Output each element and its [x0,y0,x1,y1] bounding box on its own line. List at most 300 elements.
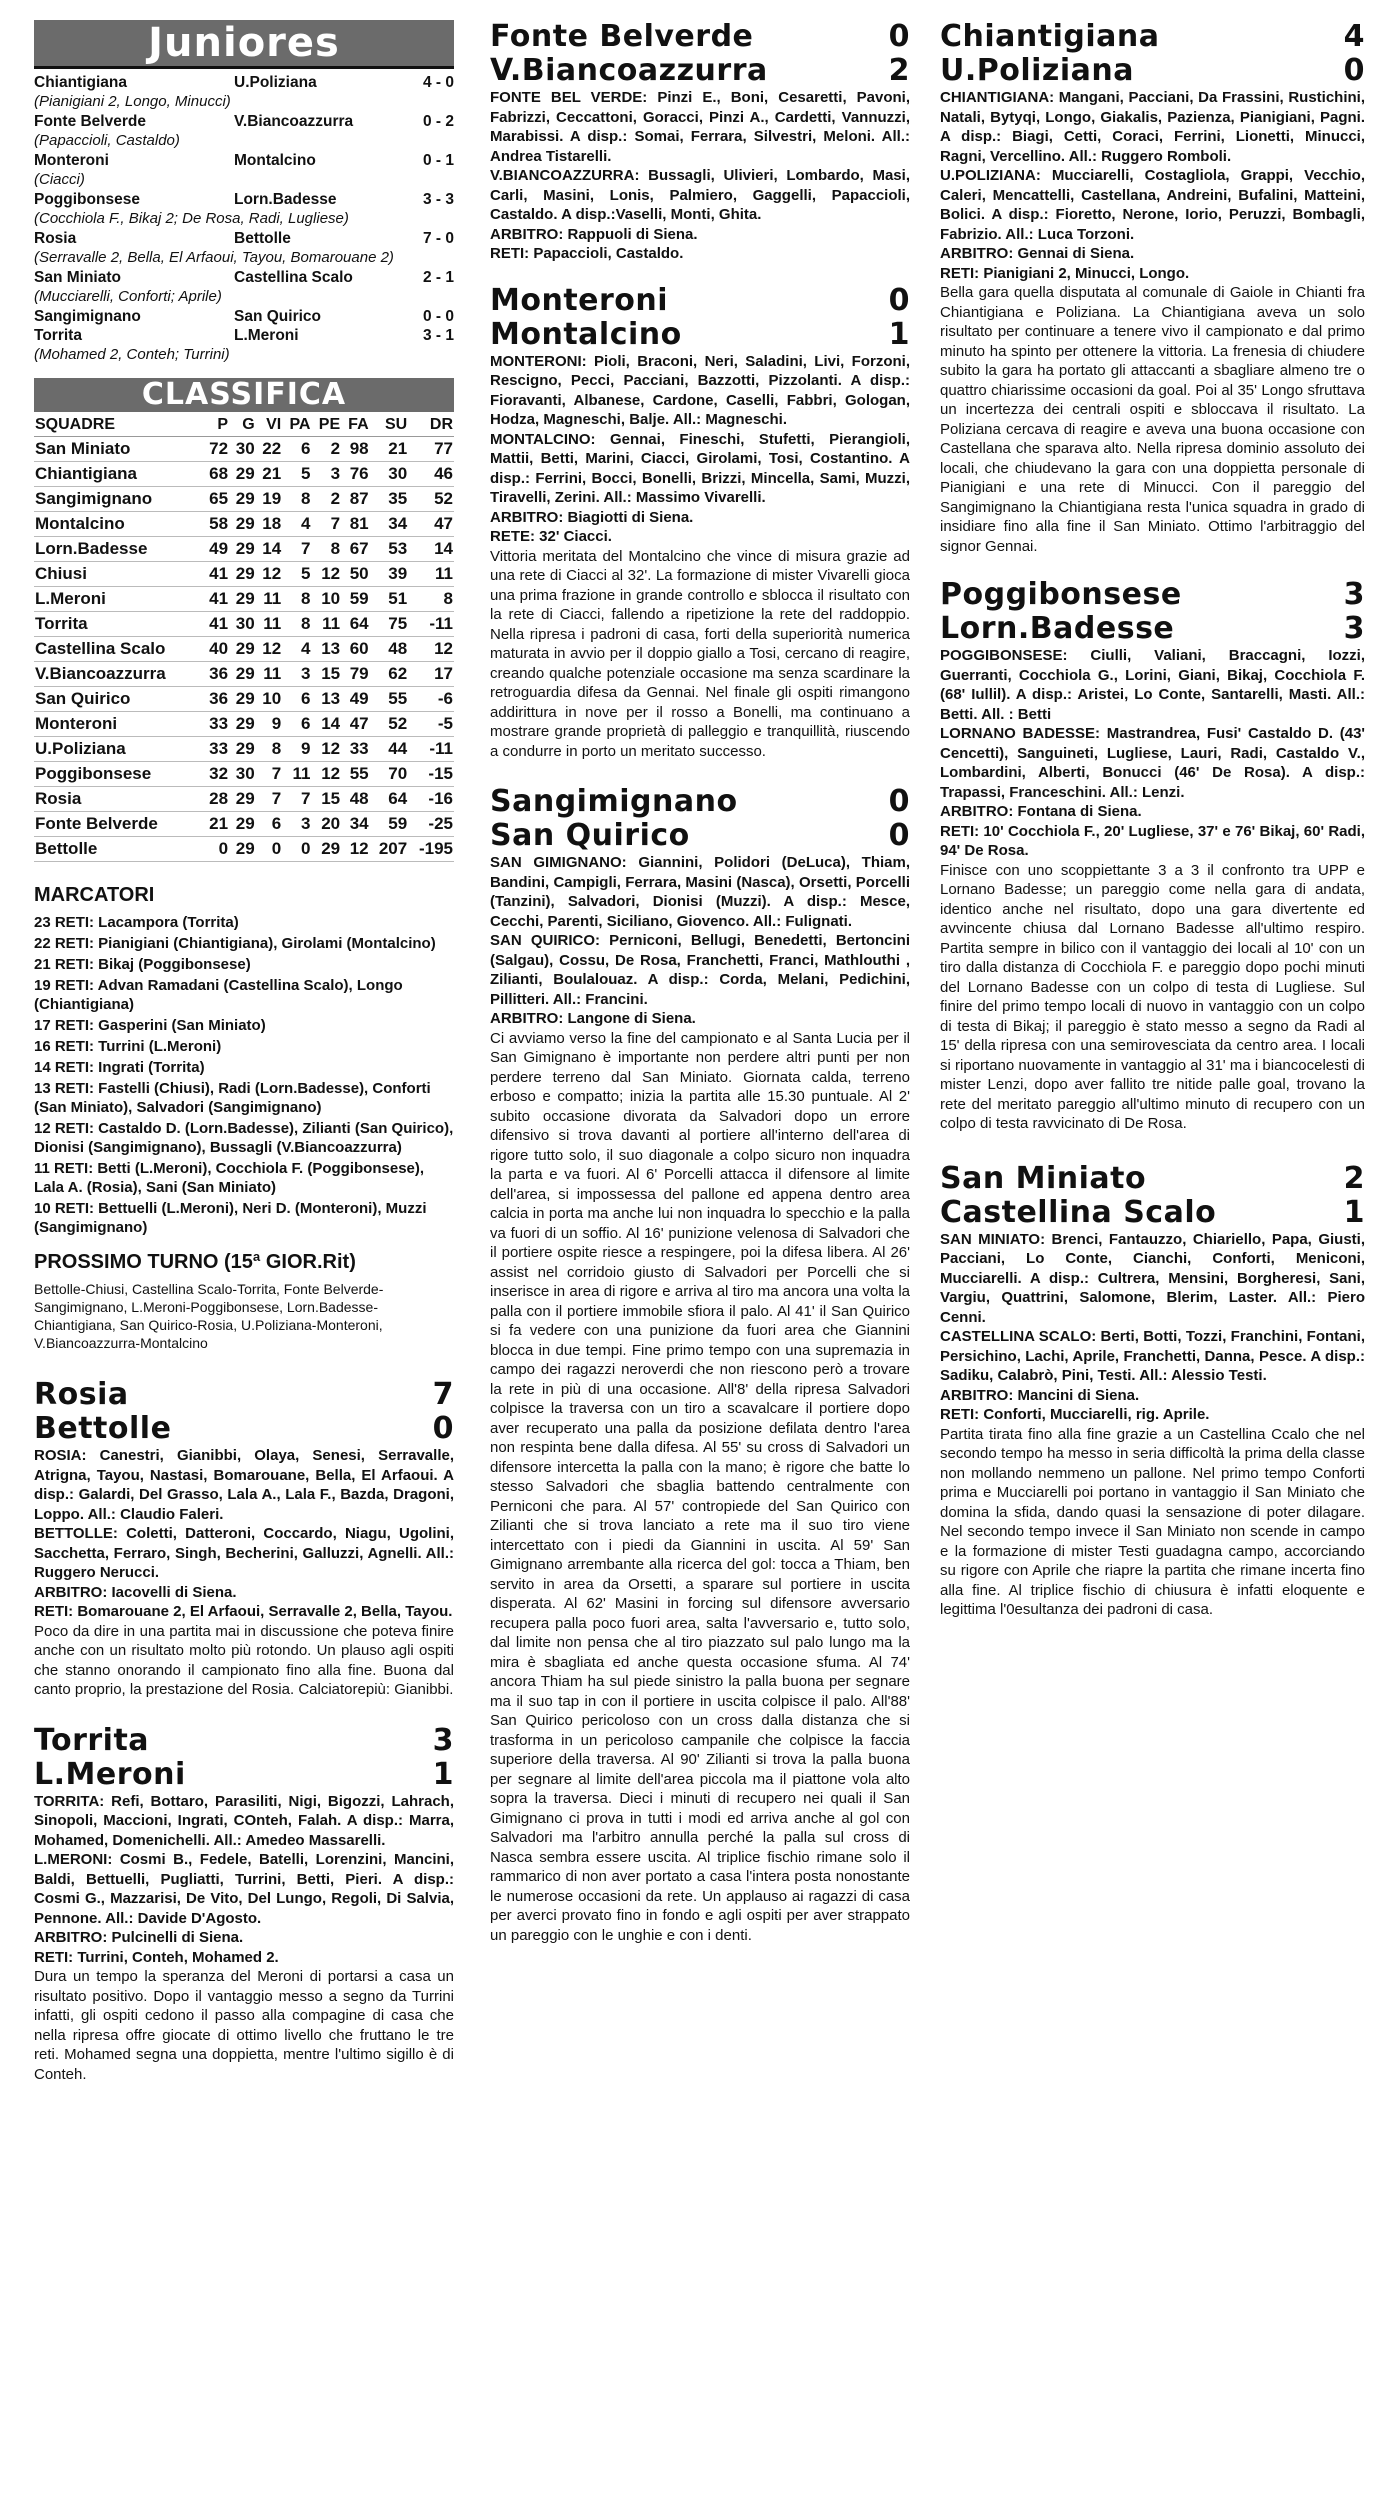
table-cell: 12 [408,637,454,662]
table-cell: 7 [311,512,341,537]
table-cell: Monteroni [34,712,203,737]
table-row [34,662,454,687]
column-right [940,20,1365,1620]
match-report-torrita [34,1724,454,2085]
result-scorers: (Mucciarelli, Conforti; Aprile) [34,288,222,305]
table-row [34,787,454,812]
result-row [34,307,454,326]
table-cell: 22 [256,437,283,462]
score: 0 - 1 [422,152,454,169]
match-away-line [34,1412,454,1446]
score: 4 - 0 [422,74,454,91]
match-away-line [490,318,910,352]
lineup-line: TORRITA: Refi, Bottaro, Parasiliti, Nigi, Bigozzi, Lahrach, Sinopoli, Maccioni, Ingrati, COnteh, Falah. A disp.: Marra, Mohamed, Domenichelli. All.: Amedeo Massarelli. [34,1792,454,1849]
away-score: 0 [432,1411,454,1446]
result-scorers: (Mohamed 2, Conteh; Turrini) [34,346,230,363]
scorer-item: 13 RETI: Fastelli (Chiusi), Radi (Lorn.Badesse), Conforti (San Miniato), Salvadori (Sangimignano) [34,1080,431,1116]
lineup-line: SAN MINIATO: Brenci, Fantauzzo, Chiariello, Papa, Giusti, Pacciani, Lo Conte, Cianchi, Conforti, Meniconi, Mucciarelli. A disp.: Cultrera, Mensini, Borgheresi, Sani, Vargiu, Quattrini, Salomone, Blerim, Laster. All.: Piero Cenni. [940,1230,1365,1326]
table-cell: V.Biancoazzurra [34,662,203,687]
table-cell: 77 [408,437,454,462]
table-cell: 52 [370,712,409,737]
table-cell: 6 [256,812,283,837]
table-cell: 7 [282,537,311,562]
scorer-item: 23 RETI: Lacampora (Torrita) [34,914,239,931]
lineup-line: POGGIBONSESE: Ciulli, Valiani, Braccagni, Iozzi, Guerranti, Cocchiola G., Lorini, Giani, Bikaj, Cocchiola F. (68' Iullil). A disp.: Aristei, Lo Conte, Santarelli, Masti. All.: Betti. All. : Betti [940,647,1365,723]
table-cell: 64 [341,612,370,637]
away-team: Castellina Scalo [234,269,353,286]
match-report-text: Ci avviamo verso la fine del campionato e al Santa Lucia per il San Gimignano è importante non perdere altri punti per non perdere terreno dal San Miniato. Giornata calda, terreno erboso e compatto; inizia la partita alle 15.30 puntuale. Al 2' subito occasione divorata da Salvadori dopo un errore difensivo si trova davanti al portiere all'interno dell'area di rigore tutto solo, il suo diagonale a colpo sicuro non inquadra la parta e va fuori. Al 6' Porcelli attacca il difensore al limite dell'area, si impossessa del pallone ed appena dentro area calcia in porta ma anche lui non inquadra lo specchio e la palla va fuori di un soffio. Al 16' punizione velenosa di Salvadori che il portiere ospite riesce a respingere, poi la difesa libera. Al 26' assist nel corridoio giusto di Salvadori per Porcelli che si inserisce in area di rigore e arriva al tiro ma ancora una volta la palla con il portiere immobile sfiora il palo. Al 41' il San Quirico si fa vedere con una punizione da fuori area che Giannini blocca in due tempi. Fine primo tempo con una supremazia in campo dei ragazzi neroverdi che non riescono però a trovare la rete in più di una occasione. All'8' della ripresa Salvadori colpisce la traversa con un tiro a scavalcare il portiere dopo aver recuperato una palla da posizione defilata dentro l'area non respinta bene dalla difesa. Al 55' su cross di Salvadori un difensore intercetta la palla con la mano; è rigore che batte lo stesso Salvadori che sbaglia battendo centralmente con Perniconi che para. Al 57' contropiede del San Quirico con Zilianti che si trova lanciato a rete ma il suo tiro viene intercettato con i piedi da Giannini in uscita. Al 59' San Gimignano arrembante alla ricerca del gol: tocca a Thiam, ben servito in area da Orsetti, a sparare sul portiere in uscita disperata. Al 62' Masini in forcing sul difensore avversario recupera palla poco fuori area, salta l'avversario e, tutto solo, dal limite non pensa che al tiro piazzato sul palo lungo ma la mira è sbagliata ed anche questa occasione sfuma. Al 74' ancora Thiam ha sul piede sinistro la palla buona per segnare ma il suo tap in con il portiere in uscita colpisce il palo. All'88' San Quirico pericoloso con un cross dalla distanza che si trasforma in un pericoloso campanile che colpisce la faccia superiore della traversa. Al 90' Zilianti si trova la palla buona per segnare al limite dell'area piccola ma il piattone vola alto sopra la traversa. Dieci i minuti di recupero nei quali il San Gimignano ci prova in tutti i modi ed arriva anche al gol con Salvadori ma l'arbitro annulla perché la palla sul cross di Nasca sembra essere uscita. Al triplice fischio rimane solo il rammarico di non aver portato a casa l'intera posta nonostante le numerose occasioni da rete. Un applauso ai ragazzi di casa per averci provato fino in fondo e agli ospiti per aver strappato un pareggio con le unghie e con i denti. [490,1029,910,1944]
match-home-line [940,1162,1365,1196]
lineup-line: L.MERONI: Cosmi B., Fedele, Batelli, Lorenzini, Mancini, Baldi, Bettuelli, Pugliatti, Turrini, Betti, Pieri. A disp.: Cosmi G., Mazzarisi, De Vito, Del Lungo, Regoli, Di Salvia, Pennone. All.: Davide D'Agosto. [34,1851,454,1927]
table-cell: Castellina Scalo [34,637,203,662]
table-row [34,687,454,712]
table-cell: 21 [256,462,283,487]
table-cell: 30 [229,762,256,787]
match-away-line [940,54,1365,88]
table-cell: 0 [203,837,230,862]
table-cell: San Quirico [34,687,203,712]
table-cell: 8 [256,737,283,762]
lineup-line: RETI: Turrini, Conteh, Mohamed 2. [34,1948,279,1966]
home-score: 2 [1343,1160,1365,1196]
table-cell: 29 [311,837,341,862]
scorer-item: 16 RETI: Turrini (L.Meroni) [34,1038,222,1055]
lineup-line: RETI: 10' Cocchiola F., 20' Lugliese, 37' e 76' Bikaj, 60' Radi, 94' De Rosa. [940,822,1365,859]
scorers-title: MARCATORI [34,884,155,906]
table-cell: 98 [341,437,370,462]
result-scorers: (Papaccioli, Castaldo) [34,132,180,149]
table-cell: 72 [203,437,230,462]
table-row [34,712,454,737]
table-cell: 34 [341,812,370,837]
away-team: V.Biancoazzurra [234,113,354,130]
lineup-line: U.POLIZIANA: Mucciarelli, Costagliola, Grappi, Vecchio, Caleri, Mencattelli, Castellana, Andreini, Bufalini, Matteini, Bolici. A disp.: Fioretto, Nerone, Iorio, Peruzzi, Bombagli, Fabrizio. All.: Luca Torzoni. [940,167,1365,243]
table-cell: Montalcino [34,512,203,537]
table-cell: 55 [341,762,370,787]
table-row [34,812,454,837]
table-cell: 65 [203,487,230,512]
section-title-juniores: Juniores [34,20,454,69]
next-round-title: PROSSIMO TURNO (15ª GIOR.Rit) [34,1251,356,1273]
table-cell: 32 [203,762,230,787]
lineup-line: ARBITRO: Mancini di Siena. [940,1386,1140,1404]
table-cell: -15 [408,762,454,787]
match-report-san-miniato [940,1162,1365,1620]
result-row [34,151,454,170]
table-cell: 6 [282,437,311,462]
table-row [34,537,454,562]
table-cell: 9 [282,737,311,762]
result-scorers: (Ciacci) [34,171,85,188]
away-score: 1 [432,1756,454,1792]
table-cell: 14 [311,712,341,737]
scorers-list [34,913,454,1237]
table-cell: 46 [408,462,454,487]
table-cell: Bettolle [34,837,203,862]
table-cell: 29 [229,537,256,562]
table-cell: 58 [203,512,230,537]
table-cell: Fonte Belverde [34,812,203,837]
home-team: Poggibonsese [34,191,140,208]
table-cell: 8 [408,587,454,612]
table-cell: 11 [256,612,283,637]
table-cell: 35 [370,487,409,512]
home-score: 0 [888,282,910,318]
scorer-item: 17 RETI: Gasperini (San Miniato) [34,1017,266,1034]
match-report-fonte-belverde [490,20,910,264]
table-cell: 11 [408,562,454,587]
table-row [34,462,454,487]
table-cell: 29 [229,562,256,587]
table-cell: -6 [408,687,454,712]
table-cell: 12 [256,637,283,662]
table-cell: 2 [311,487,341,512]
lineup-line: LORNANO BADESSE: Mastrandrea, Fusi' Castaldo D. (43' Cencetti), Sanguineti, Lugliese, Lauri, Radi, Castaldo V., Lombardini, Alberti, Bonucci (46' De Rosa). A disp.: Trapassi, Franceschini. All.: Lenzi. [940,725,1365,801]
table-cell: 9 [256,712,283,737]
table-cell: 28 [203,787,230,812]
standings-body [34,437,454,862]
away-team: U.Poliziana [234,74,317,91]
table-cell: 12 [256,562,283,587]
match-report-text: Bella gara quella disputata al comunale di Gaiole in Chianti fra Chiantigiana e Poliziana. La Chiantigiana aveva un solo risultato per continuare a tenere vivo il campionato e dal primo minuto ha spinto per ottenere la vittoria. La frenesia di chiudere subito la gara ha portato gli attaccanti a sbagliare almeno tre o quattro chiarissime occasioni da goal. Poi al 35' Longo sfruttava un incertezza dei centrali ospiti e sbloccava il risultato. La Poliziana cercava di reagire e aveva una buona occasione con Castellana che sparava alto. Nella ripresa dominio assoluto dei locali, che chiudevano la gara con una doppietta personale di Pianigiani e una rete di Minucci. Con il pareggio del Sangimignano la Chiantigiana resta l'unica squadra in grado di insidiare fino alla fine il San Miniato. Ottimo l'arbitraggio del signor Gennai. [940,284,1365,555]
match-away-line [34,1758,454,1792]
result-scorers: (Pianigiani 2, Longo, Minucci) [34,93,231,110]
table-cell: 3 [282,812,311,837]
standings-header-cell: PA [282,414,311,437]
scorer-item: 11 RETI: Betti (L.Meroni), Cocchiola F. (Poggibonsese), Lala A. (Rosia), Sani (San Miniato) [34,1160,425,1196]
table-cell: 41 [203,612,230,637]
table-cell: 41 [203,587,230,612]
away-team: L.Meroni [234,327,299,344]
table-cell: 11 [256,587,283,612]
table-cell: 87 [341,487,370,512]
table-cell: Rosia [34,787,203,812]
away-team: Bettolle [234,230,291,247]
table-cell: 64 [370,787,409,812]
match-report-text: Dura un tempo la speranza del Meroni di portarsi a casa un risultato positivo. Dopo il vantaggio messo a segno da Turrini infatti, gli ospiti cedono il passo alla compagine di casa che nella ripresa offre giocate di ottimo livello che fruttano le tre reti. Mohamed segna una doppietta, mentre l'ultimo sigillo è di Conteh. [34,1968,454,2083]
table-cell: 3 [282,662,311,687]
table-cell: 29 [229,662,256,687]
table-cell: 0 [282,837,311,862]
table-cell: 8 [282,487,311,512]
table-cell: 47 [341,712,370,737]
scorer-item: 10 RETI: Bettuelli (L.Meroni), Neri D. (Monteroni), Muzzi (Sangimignano) [34,1200,427,1236]
table-row [34,587,454,612]
table-cell: 14 [256,537,283,562]
table-cell: 19 [256,487,283,512]
table-row [34,837,454,862]
away-score: 1 [888,316,910,352]
table-cell: 11 [282,762,311,787]
home-team: Monteroni [34,152,109,169]
match-away-line [490,54,910,88]
lineup-line: ROSIA: Canestri, Gianibbi, Olaya, Senesi, Serravalle, Atrigna, Tayou, Nastasi, Bomarouane, Bella, El Arfaoui. A disp.: Galardi, Del Grasso, Lala A., Lala F., Bazda, Dragoni, Loppo. All.: Claudio Faleri. [34,1447,454,1523]
home-team-name: Poggibonsese [940,577,1182,612]
table-cell: 7 [282,787,311,812]
table-cell: 33 [341,737,370,762]
table-cell: -25 [408,812,454,837]
table-cell: 49 [203,537,230,562]
table-cell: 40 [203,637,230,662]
table-cell: 8 [282,612,311,637]
table-cell: 7 [256,762,283,787]
table-cell: 29 [229,837,256,862]
table-cell: 12 [341,837,370,862]
lineup-line: V.BIANCOAZZURRA: Bussagli, Ulivieri, Lombardo, Masi, Carli, Masini, Lonis, Palmiero, Gaggelli, Papaccioli, Castaldo. A disp.:Vaselli, Monti, Ghita. [490,167,910,223]
scorer-item: 22 RETI: Pianigiani (Chiantigiana), Girolami (Montalcino) [34,935,436,952]
lineup-line: ARBITRO: Fontana di Siena. [940,803,1142,820]
table-cell: 29 [229,512,256,537]
home-score: 0 [888,19,910,54]
result-row [34,73,454,92]
table-cell: 11 [256,662,283,687]
table-cell: 34 [370,512,409,537]
lineup-line: ARBITRO: Pulcinelli di Siena. [34,1929,244,1946]
lineup-line: SAN QUIRICO: Perniconi, Bellugi, Benedetti, Bertoncini (Salgau), Cossu, De Rosa, Franchetti, Franci, Mathlouthi , Zilianti, Boulalouaz. A disp.: Corda, Melani, Pedichini, Pillitteri. All.: Francini. [490,932,910,1008]
away-team: San Quirico [234,308,321,325]
table-cell: San Miniato [34,437,203,462]
table-cell: 33 [203,712,230,737]
score: 0 - 0 [422,308,454,325]
table-cell: 81 [341,512,370,537]
lineup-line: RETE: 32' Ciacci. [490,528,612,545]
lineup-line: MONTALCINO: Gennai, Fineschi, Stufetti, Pierangioli, Mattii, Betti, Marini, Ciacci, Girolami, Tosi, Costantino. A disp.: Ferrini, Bocci, Bonelli, Brizzi, Mincella, Sami, Muzzi, Tiravelli, Zerini. All.: Massimo Vivarelli. [490,430,910,506]
table-cell: 59 [341,587,370,612]
table-cell: Lorn.Badesse [34,537,203,562]
scorer-item: 21 RETI: Bikaj (Poggibonsese) [34,956,251,973]
table-cell: 12 [311,737,341,762]
table-cell: 76 [341,462,370,487]
home-score: 3 [432,1722,454,1758]
standings-header-cell: SU [370,414,409,437]
match-home-line [940,20,1365,54]
home-team-name: Torrita [34,1722,150,1758]
table-cell: 8 [282,587,311,612]
table-row [34,737,454,762]
table-cell: 8 [311,537,341,562]
score: 3 - 3 [422,191,454,208]
away-team-name: Bettolle [34,1411,172,1446]
lineup-line: ARBITRO: Iacovelli di Siena. [34,1583,237,1601]
table-row [34,762,454,787]
table-cell: 67 [341,537,370,562]
home-team: Fonte Belverde [34,113,146,130]
table-cell: 0 [256,837,283,862]
lineup-line: RETI: Pianigiani 2, Minucci, Longo. [940,264,1190,282]
table-cell: 36 [203,687,230,712]
table-cell: 29 [229,712,256,737]
table-cell: 13 [311,687,341,712]
home-score: 0 [888,784,910,819]
match-home-line [490,20,910,54]
table-cell: 29 [229,462,256,487]
home-team: Sangimignano [34,308,141,325]
table-cell: -11 [408,737,454,762]
table-cell: 51 [370,587,409,612]
score: 0 - 2 [422,113,454,130]
table-cell: L.Meroni [34,587,203,612]
lineup-line: SAN GIMIGNANO: Giannini, Polidori (DeLuca), Thiam, Bandini, Campigli, Ferrara, Masini (Nasca), Orsetti, Porcelli (Tanzini), Salvadori, Dionisi (Muzzi). A disp.: Mesce, Cecchi, Parenti, Siciliano, Giovenco. All.: Fulignati. [490,854,910,930]
table-cell: 21 [203,812,230,837]
score: 3 - 1 [422,327,454,344]
home-team: Rosia [34,230,77,247]
match-report-chiantigiana [940,20,1365,556]
table-row [34,562,454,587]
match-report-sangimignano [490,785,910,1945]
table-cell: 10 [311,587,341,612]
lineup-line: MONTERONI: Pioli, Braconi, Neri, Saladini, Livi, Forzoni, Rescigno, Pecci, Pacciani, Bazzotti, Pizzolanti. A disp.: Fioravanti, Albanese, Cardone, Caselli, Fabbri, Gologan, Hodza, Magneschi, Balje. All.: Magneschi. [490,352,910,428]
away-team-name: V.Biancoazzurra [490,53,768,88]
table-cell: Torrita [34,612,203,637]
scorer-item: 14 RETI: Ingrati (Torrita) [34,1059,205,1076]
table-cell: -16 [408,787,454,812]
table-cell: 48 [370,637,409,662]
lineup-line: ARBITRO: Gennai di Siena. [940,245,1135,262]
table-cell: U.Poliziana [34,737,203,762]
table-row [34,437,454,462]
lineup-line: RETI: Conforti, Mucciarelli, rig. Aprile. [940,1406,1210,1423]
home-team: Torrita [34,327,82,344]
home-team-name: Sangimignano [490,784,738,819]
match-home-line [940,578,1365,612]
lineup-line: FONTE BEL VERDE: Pinzi E., Boni, Cesaretti, Pavoni, Fabrizzi, Ceccattoni, Goracci, Pinzi A., Cardetti, Vannuzzi, Marabissi. A disp.: Somai, Ferrara, Silvestri, Meloni. All.: Andrea Tistarelli. [490,89,910,165]
table-cell: 39 [370,562,409,587]
home-team: San Miniato [34,269,121,286]
table-cell: 70 [370,762,409,787]
table-cell: 12 [311,762,341,787]
result-row [34,326,454,345]
home-team-name: Fonte Belverde [490,19,754,54]
match-home-line [490,284,910,318]
standings-header-cell: P [203,414,230,437]
table-cell: -11 [408,612,454,637]
table-cell: 6 [282,687,311,712]
match-report-text: Poco da dire in una partita mai in discussione che poteva finire anche con un risultato molto più rotondo. Un plauso agli ospiti che stanno onorando il campionato fino alla fine. Buona dal canto proprio, la prestazione del Rosia. Calciatorepiù: Gianibbi. [34,1622,454,1698]
away-team-name: Lorn.Badesse [940,611,1175,646]
standings-header-cell: FA [341,414,370,437]
away-team-name: L.Meroni [34,1756,186,1792]
table-cell: 29 [229,587,256,612]
away-score: 0 [1343,53,1365,88]
table-cell: 3 [311,462,341,487]
away-team-name: San Quirico [490,818,690,853]
table-cell: 11 [311,612,341,637]
away-team-name: U.Poliziana [940,53,1135,88]
table-cell: 29 [229,812,256,837]
match-report-text: Finisce con uno scoppiettante 3 a 3 il confronto tra UPP e Lornano Badesse; un pareggio come nella gara di andata, identico anche nel risultato, dopo una gara divertente ed avvincente chiusa dal Lornano Badesse all'ultimo respiro. Partita sempre in bilico con il vantaggio dei locali al 10' con un tiro dalla distanza di Cocchiola F. e pareggio dopo pochi minuti del Lornano Badesse con un colpo di testa di Lugliese. Sul finire del primo tempo locali di nuovo in vantaggio con un colpo di testa di Bikaj; il pareggio è stato messo a segno da Radi al 15' della ripresa con una semirovesciata da centro area. I locali si riportano nuovamente in vantaggio al 31' ma i biancocelesti di mister Lenzi, dopo aver fallito tre nitide palle goal, trovano la rete del meritato pareggio all'ultimo minuto di recupero con un colpo di testa ravvicinato di De Rosa. [940,861,1365,1132]
table-cell: 7 [256,787,283,812]
away-score: 1 [1343,1194,1365,1230]
table-cell: 207 [370,837,409,862]
table-cell: -195 [408,837,454,862]
table-cell: 5 [282,462,311,487]
away-score: 3 [1343,611,1365,646]
table-cell: 30 [229,437,256,462]
lineup-line: CHIANTIGIANA: Mangani, Pacciani, Da Frassini, Rustichini, Natali, Bytyqi, Longo, Giakalis, Pazienza, Pianigiani, Pagni. A disp.: Biagi, Cetti, Coraci, Ferrini, Lionetti, Minucci, Ragni, Vercellino. All.: Ruggero Romboli. [940,89,1365,165]
standings-header-row [34,414,454,437]
home-team-name: San Miniato [940,1160,1147,1196]
home-team-name: Monteroni [490,282,669,318]
match-away-line [940,1196,1365,1230]
home-team-name: Chiantigiana [940,19,1160,54]
away-team-name: Montalcino [490,316,682,352]
table-row [34,512,454,537]
match-home-line [490,785,910,819]
standings-header-cell: VI [256,414,283,437]
table-cell: 10 [256,687,283,712]
table-cell: 15 [311,662,341,687]
table-cell: 75 [370,612,409,637]
lineup-line: CASTELLINA SCALO: Berti, Botti, Tozzi, Franchini, Fontani, Persichino, Lachi, Aprile, Franchetti, Danna, Pesce. A disp.: Sadiku, Calabrò, Pini, Testi. All.: Alessio Testi. [940,1328,1365,1384]
away-score: 2 [888,53,910,88]
table-cell: 21 [370,437,409,462]
next-round-text: Bettolle-Chiusi, Castellina Scalo-Torrita, Fonte Belverde-Sangimignano, L.Meroni-Poggibonsese, Lorn.Badesse-Chiantigiana, San Quirico-Rosia, U.Poliziana-Monteroni, V.Biancoazzurra-Montalcino [34,1281,384,1351]
table-cell: 20 [311,812,341,837]
standings-header-cell: SQUADRE [34,414,203,437]
table-cell: 48 [341,787,370,812]
home-team-name: Rosia [34,1377,129,1412]
match-away-line [490,819,910,853]
match-report-monteroni [490,284,910,762]
match-report-rosia [34,1378,454,1700]
home-score: 4 [1343,19,1365,54]
standings-header-cell: DR [408,414,454,437]
table-cell: 17 [408,662,454,687]
table-cell: 59 [370,812,409,837]
table-cell: 6 [282,712,311,737]
home-score: 3 [1343,577,1365,612]
table-row [34,612,454,637]
table-cell: 44 [370,737,409,762]
table-cell: 68 [203,462,230,487]
match-report-poggibonsese [940,578,1365,1134]
lineup-line: ARBITRO: Biagiotti di Siena. [490,508,694,526]
table-cell: 12 [311,562,341,587]
table-cell: 55 [370,687,409,712]
match-home-line [34,1378,454,1412]
table-cell: 62 [370,662,409,687]
table-cell: 13 [311,637,341,662]
result-row [34,229,454,248]
table-cell: Sangimignano [34,487,203,512]
result-scorers: (Serravalle 2, Bella, El Arfaoui, Tayou, Bomarouane 2) [34,249,394,266]
table-cell: 36 [203,662,230,687]
score: 7 - 0 [422,230,454,247]
table-cell: 2 [311,437,341,462]
table-cell: 15 [311,787,341,812]
table-cell: 4 [282,512,311,537]
table-cell: Chiantigiana [34,462,203,487]
result-row [34,112,454,131]
lineup-line: ARBITRO: Rappuoli di Siena. [490,225,698,243]
match-home-line [34,1724,454,1758]
table-cell: Poggibonsese [34,762,203,787]
table-cell: -5 [408,712,454,737]
table-cell: Chiusi [34,562,203,587]
result-row [34,190,454,209]
lineup-line: RETI: Papaccioli, Castaldo. [490,245,684,262]
home-team: Chiantigiana [34,74,128,91]
table-cell: 18 [256,512,283,537]
table-cell: 29 [229,637,256,662]
table-cell: 33 [203,737,230,762]
result-row [34,268,454,287]
lineup-line: RETI: Bomarouane 2, El Arfaoui, Serravalle 2, Bella, Tayou. [34,1603,453,1620]
standings-table [34,414,454,862]
table-cell: 30 [229,612,256,637]
table-cell: 53 [370,537,409,562]
table-cell: 4 [282,637,311,662]
